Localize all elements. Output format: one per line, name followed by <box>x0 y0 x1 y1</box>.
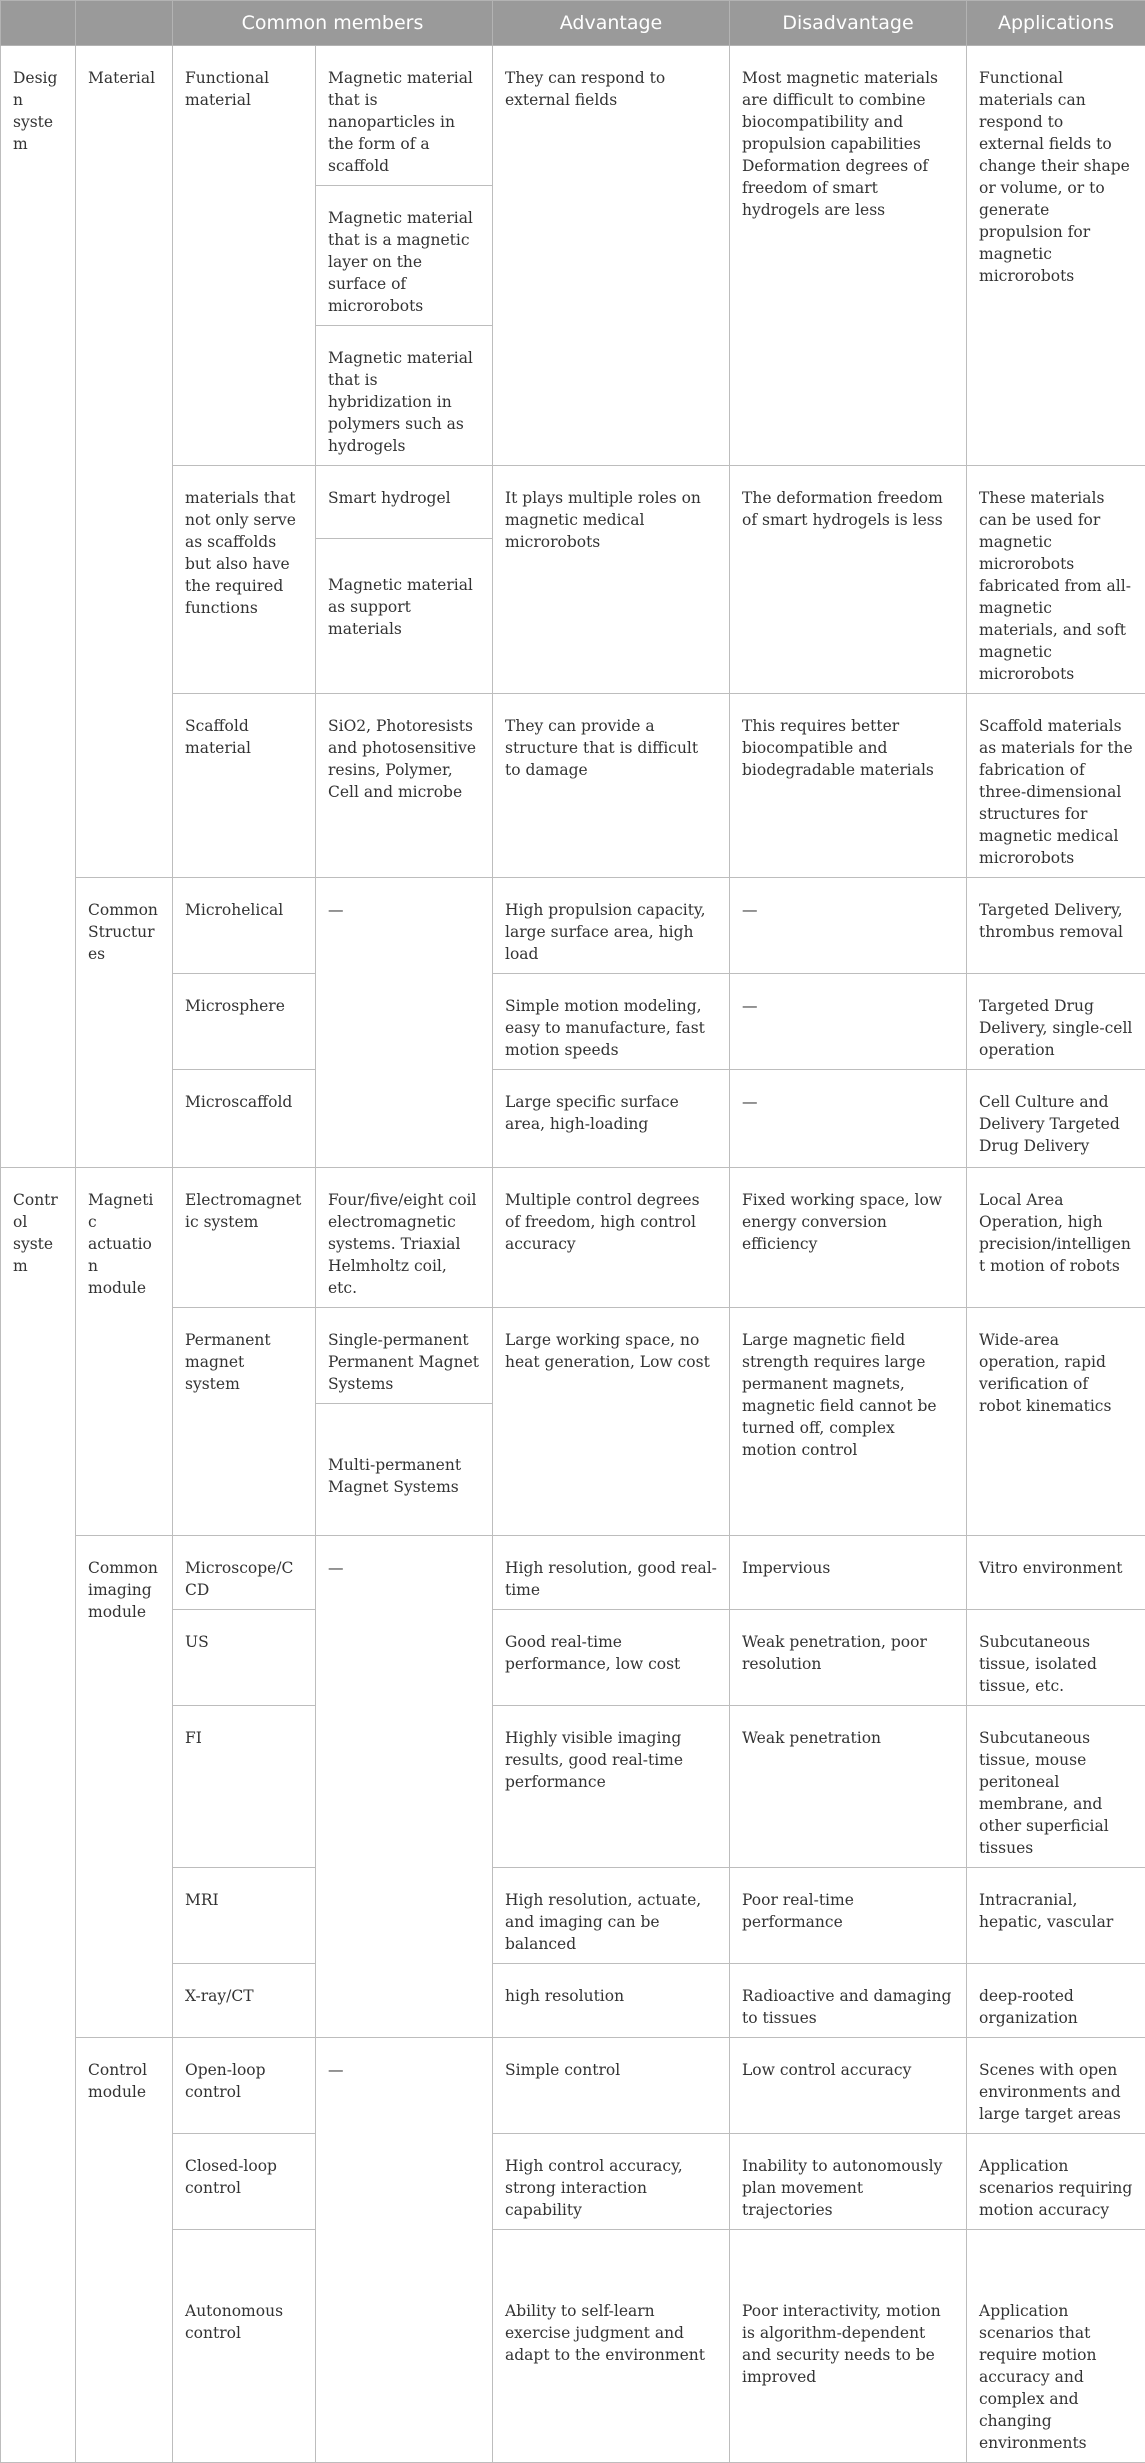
advantage-cell: Highly visible imaging results, good real-time performance <box>493 1706 730 1868</box>
table-row <box>1 1964 1145 2038</box>
advantage-cell: Large working space, no heat generation, Low cost <box>493 1308 730 1536</box>
disadvantage-cell: Most magnetic materials are difficult to combine biocompatibility and propulsion capabilities Deformation degrees of freedom of smart hydrogels are less <box>730 46 967 466</box>
advantage-cell: They can provide a structure that is difficult to damage <box>493 694 730 878</box>
advantage-cell: They can respond to external fields <box>493 46 730 466</box>
disadvantage-cell: Inability to autonomously plan movement trajectories <box>730 2134 967 2230</box>
table-row <box>1 1070 1145 1168</box>
disadvantage-cell: — <box>730 1070 967 1168</box>
advantage-cell: It plays multiple roles on magnetic medical microrobots <box>493 466 730 694</box>
applications-cell: Local Area Operation, high precision/intelligent motion of robots <box>967 1168 1145 1308</box>
disadvantage-cell: Weak penetration <box>730 1706 967 1868</box>
advantage-cell: Ability to self-learn exercise judgment and adapt to the environment <box>493 2230 730 2463</box>
member-cell: Magnetic material that is a magnetic layer on the surface of microrobots <box>316 186 493 326</box>
applications-cell: Vitro environment <box>967 1536 1145 1610</box>
table-row <box>1 1868 1145 1964</box>
module-name: Closed-loop control <box>173 2134 316 2230</box>
type-dual-role-material: materials that not only serve as scaffolds but also have the required functions <box>173 466 316 694</box>
type-scaffold-material: Scaffold material <box>173 694 316 878</box>
table-row <box>1 1610 1145 1706</box>
header-applications: Applications <box>967 1 1145 46</box>
table-row <box>1 466 1145 539</box>
module-name: Open-loop control <box>173 2038 316 2134</box>
member-dash: — <box>316 878 493 1168</box>
advantage-cell: Simple control <box>493 2038 730 2134</box>
applications-cell: deep-rooted organization <box>967 1964 1145 2038</box>
applications-cell: Scenes with open environments and large target areas <box>967 2038 1145 2134</box>
table-row <box>1 694 1145 878</box>
applications-cell: Cell Culture and Delivery Targeted Drug Delivery <box>967 1070 1145 1168</box>
member-cell: Multi-permanent Magnet Systems <box>316 1404 493 1536</box>
member-cell: Four/five/eight coil electromagnetic systems. Triaxial Helmholtz coil, etc. <box>316 1168 493 1308</box>
member-cell: SiO2, Photoresists and photosensitive resins, Polymer, Cell and microbe <box>316 694 493 878</box>
applications-cell: Subcutaneous tissue, isolated tissue, etc. <box>967 1610 1145 1706</box>
table-row <box>1 1536 1145 1610</box>
subcategory-material: Material <box>76 46 173 878</box>
category-control-system: Control system <box>1 1168 76 2463</box>
member-cell: Magnetic material as support materials <box>316 539 493 694</box>
structure-name: Microscaffold <box>173 1070 316 1168</box>
header-disadvantage: Disadvantage <box>730 1 967 46</box>
disadvantage-cell: — <box>730 878 967 974</box>
applications-cell: Application scenarios that require motion accuracy and complex and changing environments <box>967 2230 1145 2463</box>
disadvantage-cell: Large magnetic field strength requires large permanent magnets, magnetic field cannot be turned off, complex motion control <box>730 1308 967 1536</box>
applications-cell: Scaffold materials as materials for the fabrication of three-dimensional structures for magnetic medical microrobots <box>967 694 1145 878</box>
header-blank-1 <box>1 1 76 46</box>
module-name: X-ray/CT <box>173 1964 316 2038</box>
disadvantage-cell: Impervious <box>730 1536 967 1610</box>
member-cell: Smart hydrogel <box>316 466 493 539</box>
type-functional-material: Functional material <box>173 46 316 466</box>
structure-name: Microhelical <box>173 878 316 974</box>
disadvantage-cell: Low control accuracy <box>730 2038 967 2134</box>
applications-cell: These materials can be used for magnetic microrobots fabricated from all-magnetic materials, and soft magnetic microrobots <box>967 466 1145 694</box>
advantage-cell: High propulsion capacity, large surface area, high load <box>493 878 730 974</box>
structure-name: Microsphere <box>173 974 316 1070</box>
table-row <box>1 2038 1145 2134</box>
subcategory-magnetic-actuation: Magnetic actuation module <box>76 1168 173 1536</box>
advantage-cell: Multiple control degrees of freedom, high control accuracy <box>493 1168 730 1308</box>
member-cell: Magnetic material that is nanoparticles in the form of a scaffold <box>316 46 493 186</box>
applications-cell: Targeted Drug Delivery, single-cell operation <box>967 974 1145 1070</box>
module-name: FI <box>173 1706 316 1868</box>
applications-cell: Functional materials can respond to external fields to change their shape or volume, or to generate propulsion for magnetic microrobots <box>967 46 1145 466</box>
disadvantage-cell: Radioactive and damaging to tissues <box>730 1964 967 2038</box>
disadvantage-cell: Poor real-time performance <box>730 1868 967 1964</box>
member-dash: — <box>316 2038 493 2463</box>
header-row <box>1 1 1145 46</box>
subcategory-imaging-module: Common imaging module <box>76 1536 173 2038</box>
table-row <box>1 1168 1145 1308</box>
applications-cell: Subcutaneous tissue, mouse peritoneal membrane, and other superficial tissues <box>967 1706 1145 1868</box>
table-row <box>1 1706 1145 1868</box>
table-row <box>1 2134 1145 2230</box>
module-name: Permanent magnet system <box>173 1308 316 1536</box>
advantage-cell: Simple motion modeling, easy to manufacture, fast motion speeds <box>493 974 730 1070</box>
member-cell: Magnetic material that is hybridization in polymers such as hydrogels <box>316 326 493 466</box>
module-name: MRI <box>173 1868 316 1964</box>
module-name: US <box>173 1610 316 1706</box>
advantage-cell: High control accuracy, strong interaction capability <box>493 2134 730 2230</box>
applications-cell: Wide-area operation, rapid verification of robot kinematics <box>967 1308 1145 1536</box>
module-name: Autonomous control <box>173 2230 316 2463</box>
table-row <box>1 878 1145 974</box>
disadvantage-cell: The deformation freedom of smart hydrogels is less <box>730 466 967 694</box>
category-design-system: Design system <box>1 46 76 1168</box>
subcategory-control-module: Control module <box>76 2038 173 2463</box>
advantage-cell: High resolution, good real-time <box>493 1536 730 1610</box>
member-cell: Single-permanent Permanent Magnet Systems <box>316 1308 493 1404</box>
header-advantage: Advantage <box>493 1 730 46</box>
applications-cell: Application scenarios requiring motion accuracy <box>967 2134 1145 2230</box>
module-name: Electromagnetic system <box>173 1168 316 1308</box>
header-common-members: Common members <box>173 1 493 46</box>
applications-cell: Intracranial, hepatic, vascular <box>967 1868 1145 1964</box>
disadvantage-cell: This requires better biocompatible and biodegradable materials <box>730 694 967 878</box>
module-name: Microscope/CCD <box>173 1536 316 1610</box>
advantage-cell: Large specific surface area, high-loading <box>493 1070 730 1168</box>
advantage-cell: Good real-time performance, low cost <box>493 1610 730 1706</box>
disadvantage-cell: — <box>730 974 967 1070</box>
advantage-cell: High resolution, actuate, and imaging can be balanced <box>493 1868 730 1964</box>
table-row <box>1 974 1145 1070</box>
applications-cell: Targeted Delivery, thrombus removal <box>967 878 1145 974</box>
disadvantage-cell: Fixed working space, low energy conversion efficiency <box>730 1168 967 1308</box>
member-dash: — <box>316 1536 493 2038</box>
table-row <box>1 2230 1145 2463</box>
advantage-cell: high resolution <box>493 1964 730 2038</box>
subcategory-common-structures: Common Structures <box>76 878 173 1168</box>
disadvantage-cell: Poor interactivity, motion is algorithm-dependent and security needs to be improved <box>730 2230 967 2463</box>
table-row <box>1 46 1145 186</box>
header-blank-2 <box>76 1 173 46</box>
disadvantage-cell: Weak penetration, poor resolution <box>730 1610 967 1706</box>
table-row <box>1 1308 1145 1404</box>
